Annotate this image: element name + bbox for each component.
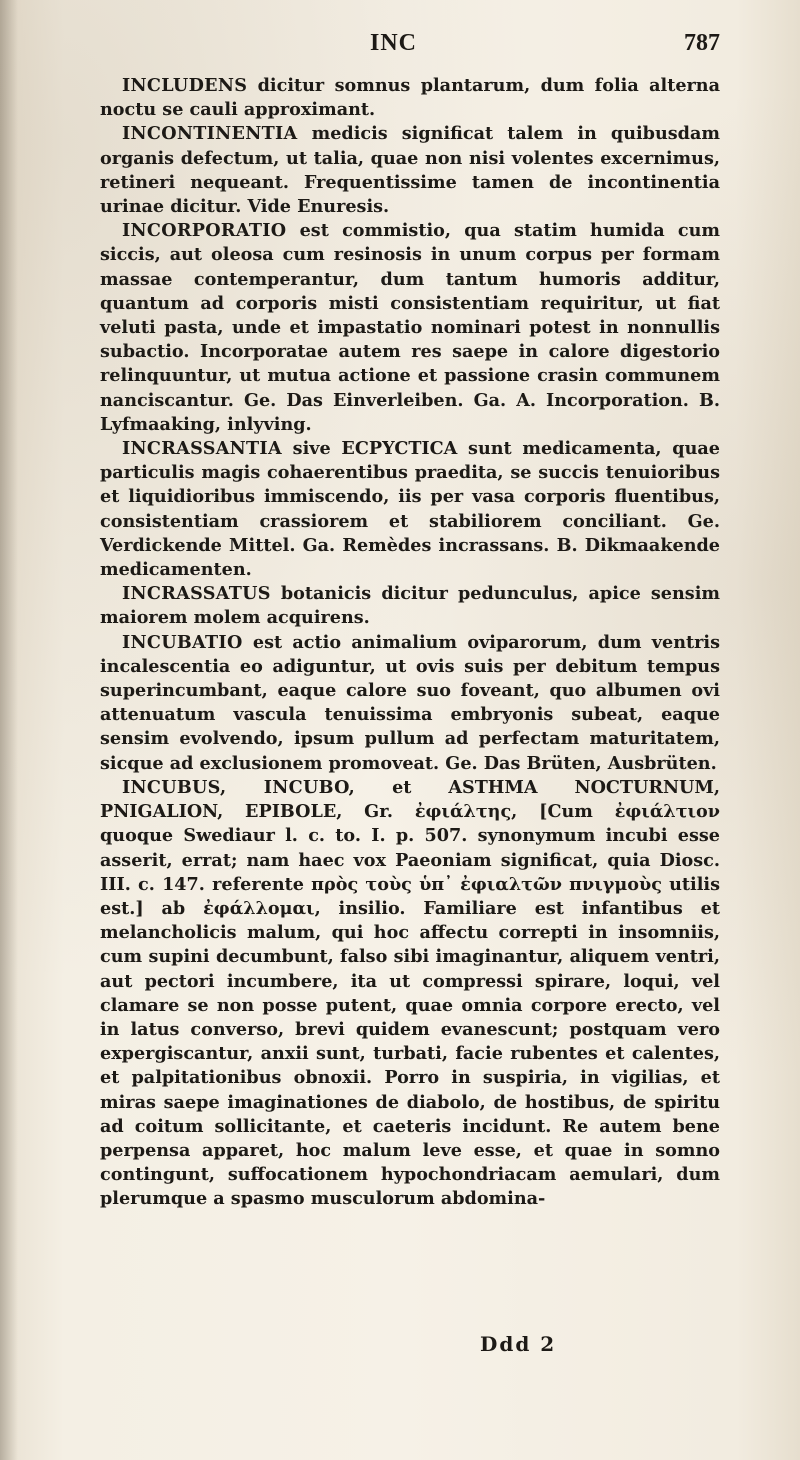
entry-incrassantia bbox=[100, 437, 720, 582]
entry-body: dicitur somnus plantarum, dum folia alterna noctu se cauli approximant. bbox=[100, 75, 720, 121]
page-gutter-shadow bbox=[0, 0, 18, 1460]
entry-body: est commistio, qua statim humida cum siccis, aut oleosa cum resinosis in unum corpus per formam massae contemperantur, dum tantum humoris additur, quantum ad corporis misti consistentiam requiritur, ut fiat veluti pasta, unde et impastatio nominari potest in nonnullis subactio. Incorporatae autem res saepe in calore digestorio relinquuntur, ut mutua actione et passione crasin communem nanciscantur. Ge. Das Einverleiben. Ga. A. Incorporation. B. Lyfmaaking, inlyving. bbox=[100, 220, 720, 435]
running-head: INC bbox=[370, 30, 418, 56]
headword: INCUBATIO bbox=[122, 631, 243, 653]
entry-incontinentia bbox=[100, 122, 720, 219]
entry-incorporatio bbox=[100, 219, 720, 437]
entry-body: botanicis dicitur pedunculus, apice sensim maiorem molem acquirens. bbox=[100, 583, 720, 629]
entry-includens bbox=[100, 74, 720, 122]
signature-mark: Ddd 2 bbox=[480, 1332, 557, 1356]
entry-body: sive ECPYCTICA sunt medicamenta, quae particulis magis cohaerentibus praedita, se succis tenuioribus et liquidioribus immiscendo, iis per vasa corporis fluentibus, consistentiam crassiorem et stabiliorem conciliant. Ge. Verdickende Mittel. Ga. Remèdes incrassans. B. Dikmaakende medicamenten. bbox=[100, 438, 720, 581]
headword: INCORPORATIO bbox=[122, 220, 287, 242]
entry-incubus bbox=[100, 776, 720, 1212]
entry-incrassatus bbox=[100, 582, 720, 630]
headword: INCONTINENTIA bbox=[122, 123, 298, 145]
headword: INCRASSATUS bbox=[122, 583, 271, 605]
entry-body: est actio animalium oviparorum, dum ventris incalescentia eo adiguntur, ut ovis suis per debitum tempus superincumbant, eaque calore suo foveant, quo albumen ovi attenuatum vascula tenuissima embryonis subeat, eaque sensim evolvendo, ipsum pullum ad perfectam maturitatem, sicque ad exclusionem promoveat. Ge. Das Brüten, Ausbrüten. bbox=[100, 631, 720, 774]
headword: INCRASSANTIA bbox=[122, 438, 282, 460]
page-number: 787 bbox=[684, 30, 720, 56]
dictionary-text bbox=[100, 74, 720, 1212]
headword: INCUBUS, INCUBO, bbox=[122, 776, 356, 798]
page-header bbox=[80, 26, 720, 66]
entry-body: medicis significat talem in quibusdam organis defectum, ut talia, quae non nisi volentes excernimus, retineri nequeant. Frequentissime tamen de incontinentia urinae dicitur. Vide Enuresis. bbox=[100, 123, 720, 218]
entry-body: et ASTHMA NOCTURNUM, PNIGALION, EPIBOLE, Gr. ἐφιάλτης, [Cum ἐφιάλτιον quoque Swediaur l. c. to. I. p. 507. synonymum incubi esse asserit, errat; nam haec vox Paeoniam significat, quia Diosc. III. c. 147. referente πρὸς τοὺς ὑπ᾽ ἐφιαλτῶν πνιγμοὺς utilis est.] ab ἐφάλλομαι, insilio. Familiare est infantibus et melancholicis malum, qui hoc affectu correpti in insomniis, cum supini decumbunt, falso sibi imaginantur, aliquem ventri, aut pectori incumbere, ita ut compressi spirare, loqui, vel clamare se non posse putent, quae omnia corpore erecto, vel in latus converso, brevi quidem evanescunt; postquam vero expergiscantur, anxii sunt, turbati, facie rubentes et calentes, et palpitationibus obnoxii. Porro in suspiria, in vigilias, et miras saepe imaginationes de diabolo, de hostibus, de spiritu ad coitum sollicitante, et caeteris incidunt. Re autem bene perpensa apparet, hoc malum leve esse, et quae in somno contingunt, suffocationem hypochondriacam aemulari, dum plerumque a spasmo musculorum abdomina- bbox=[100, 776, 720, 1210]
entry-incubatio bbox=[100, 631, 720, 776]
headword: INCLUDENS bbox=[122, 75, 248, 96]
